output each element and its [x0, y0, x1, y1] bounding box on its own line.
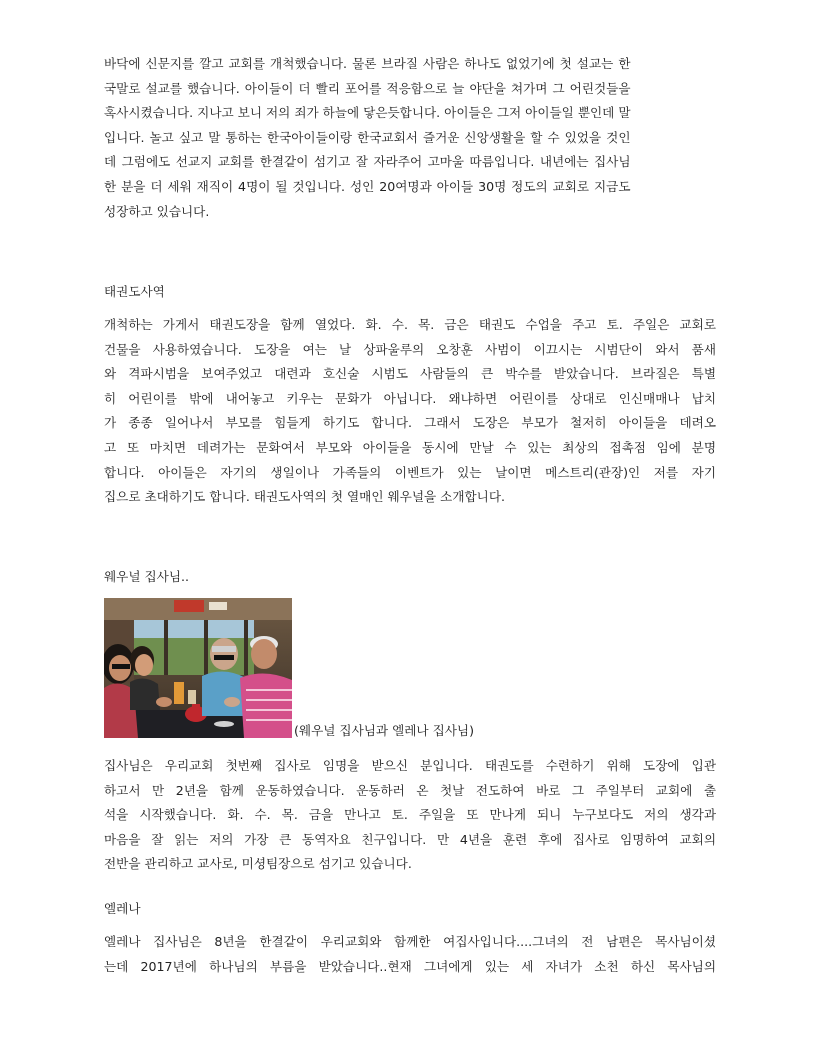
text-line: 히 어린이를 밖에 내어놓고 키우는 문화가 아닙니다. 왜냐하면 어린이를 상대로 인신매매나 납치	[104, 390, 716, 406]
text-line: 마음을 잘 읽는 저의 가장 큰 동역자요 친구입니다. 만 4년을 훈련 후에 집사로 임명하여 교회의	[104, 831, 716, 847]
heading-taekwondo-ministry: 태권도사역	[104, 284, 165, 299]
text-line: 석을 시작했습니다. 화. 수. 목. 금을 만나고 토. 주일을 또 만나게 되니 누구보다도 저의 생각과	[104, 807, 716, 823]
text-line: 는데 2017년에 하나님의 부름을 받았습니다..현재 그녀에게 있는 세 자녀가 소천 하신 목사님의	[104, 958, 716, 974]
text-line: 국말로 설교를 했습니다. 아이들이 더 빨리 포어를 적응함으로 늘 야단을 쳐가며 그 어린것들을	[104, 80, 631, 96]
photo-deacons	[104, 598, 292, 738]
text-line: 합니다. 아이들은 자기의 생일이나 가족들의 이벤트가 있는 날이면 메스트리(관장)인 저를 자기	[104, 464, 716, 480]
text-line: 엘레나 집사님은 8년을 한결같이 우리교회와 함께한 여집사입니다....그녀의 전 남편은 목사님이셨	[104, 934, 716, 949]
text-line: 한 분을 더 세워 재직이 4명이 될 것입니다. 성인 20여명과 아이들 30명 정도의 교회로 지금도	[104, 178, 631, 194]
text-line: 하고서 만 2년을 함께 운동하였습니다. 운동하러 온 첫날 전도하여 바로 그 주일부터 교회에 출	[104, 782, 716, 798]
photo-image	[104, 598, 292, 738]
heading-elena: 엘레나	[104, 901, 141, 916]
text-line: 데 그럼에도 선교지 교회를 한결같이 섬기고 잘 자라주어 고마울 따름입니다. 내년에는 집사님	[104, 154, 631, 170]
photo-caption: (웨우널 집사님과 엘레나 집사님)	[294, 723, 474, 738]
text-line: 고 또 마치면 데려가는 문화여서 부모와 아이들을 동시에 만날 수 있는 최상의 접촉점 임에 분명	[104, 439, 716, 455]
text-line: 집으로 초대하기도 합니다. 태권도사역의 첫 열매인 웨우널을 소개합니다.	[104, 489, 505, 505]
text-line: 입니다. 놀고 싶고 말 통하는 한국아이들이랑 한국교회서 즐거운 신앙생활을 할 수 있었을 것인	[104, 129, 631, 145]
heading-weunel: 웨우널 집사님..	[104, 569, 190, 584]
text-line: 와 격파시범을 보여주었고 대련과 호신술 시범도 사람들의 큰 박수를 받았습니다. 브라질은 특별	[104, 366, 716, 382]
text-line: 전반을 관리하고 교사로, 미셩팀장으로 섬기고 있습니다.	[104, 856, 412, 872]
text-line: 가 종종 일어나서 부모를 힘들게 하기도 합니다. 그래서 도장은 부모가 철저히 아이들을 데려오	[104, 415, 716, 431]
text-line: 개척하는 가게서 태권도장을 함께 열었다. 화. 수. 목. 금은 태권도 수업을 주고 토. 주일은 교회로	[104, 317, 716, 332]
text-line: 바닥에 신문지를 깔고 교회를 개척했습니다. 물론 브라질 사람은 하나도 없었기에 첫 설교는 한	[104, 56, 631, 71]
photo-with-caption	[104, 598, 474, 738]
text-line: 혹사시켰습니다. 지나고 보니 저의 죄가 하늘에 닿은듯합니다. 아이들은 그저 아이들일 뿐인데 말	[104, 105, 631, 121]
paragraph-church-planting	[104, 52, 631, 224]
paragraph-elena	[104, 930, 716, 979]
text-line: 건물을 사용하였습니다. 도장을 여는 날 상파울루의 오창훈 사범이 이끄시는 시범단이 와서 품새	[104, 341, 716, 357]
text-line: 성장하고 있습니다.	[104, 203, 210, 219]
text-line: 집사님은 우리교회 첫번째 집사로 임명을 받으신 분입니다. 태권도를 수련하기 위해 도장에 입관	[104, 758, 716, 773]
paragraph-taekwondo	[104, 313, 716, 510]
paragraph-weunel	[104, 754, 716, 877]
